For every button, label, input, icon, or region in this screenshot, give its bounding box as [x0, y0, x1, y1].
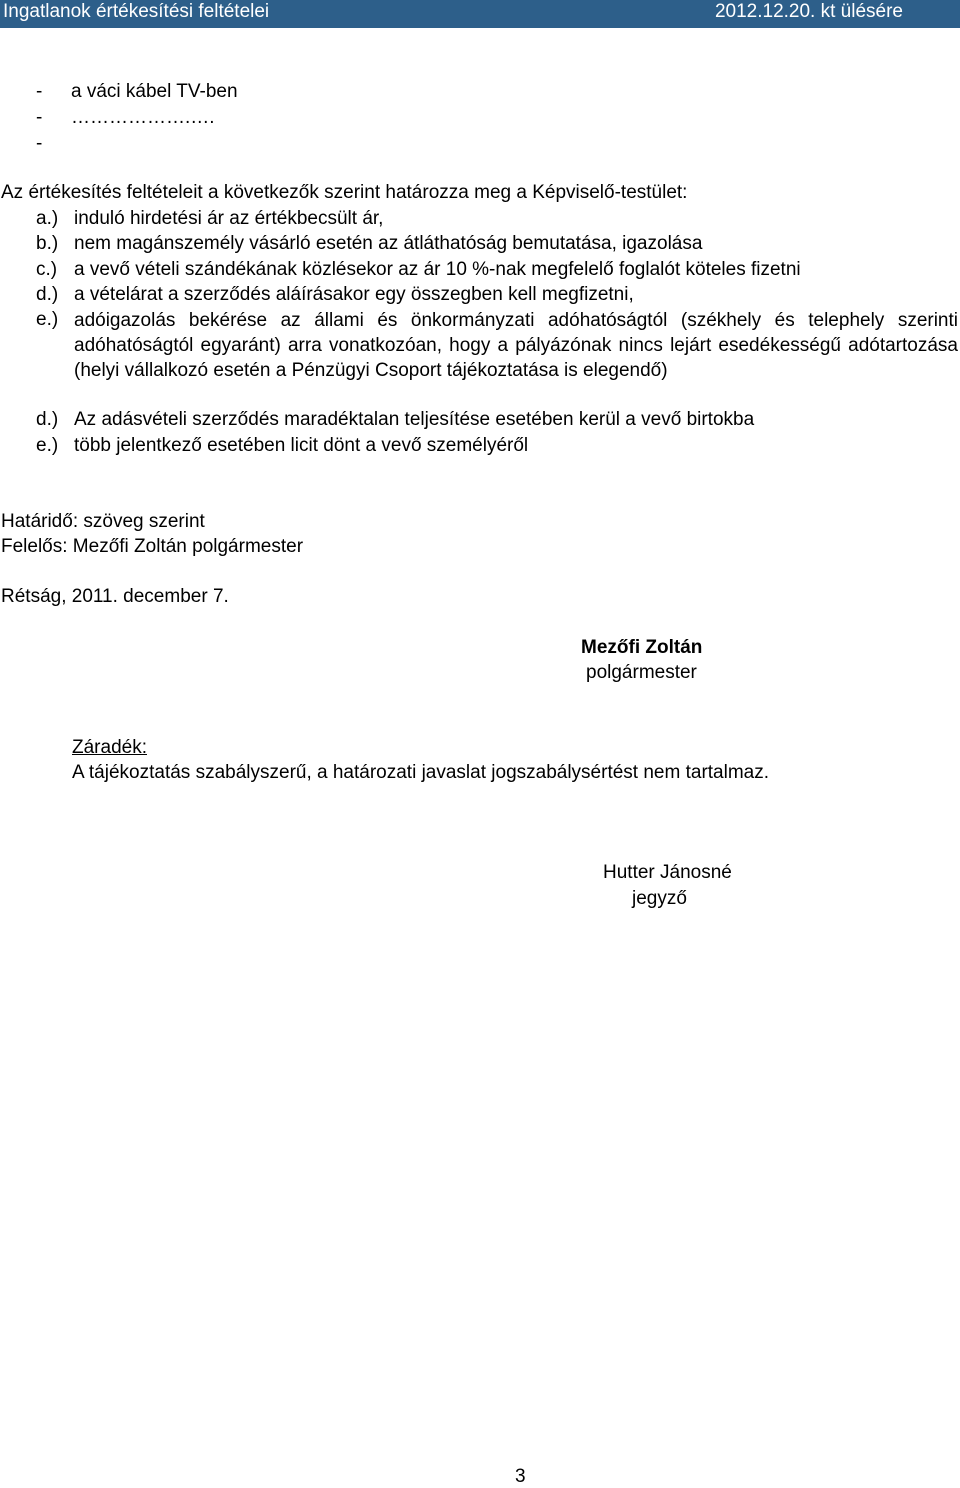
intro-text: Az értékesítés feltételeit a következők szerint határozza meg a Képviselő-testület: [1, 182, 688, 203]
condition-item: c.) a vevő vételi szándékának közlésekor az ár 10 %-nak megfelelő foglalót köteles fizetni [36, 259, 801, 280]
meeting-date: 2012.12.20. kt ülésére [714, 1, 903, 22]
page-number: 3 [515, 1466, 526, 1487]
responsible: Felelős: Mezőfi Zoltán polgármester [1, 536, 304, 557]
dash-item: - a váci kábel TV-ben [36, 81, 238, 102]
condition-item: b.) nem magánszemély vásárló esetén az átláthatóság bemutatása, igazolása [36, 233, 703, 254]
signer-name: Mezőfi Zoltán [581, 637, 703, 658]
page-header [0, 0, 960, 28]
deadline: Határidő: szöveg szerint [1, 511, 205, 532]
condition-item: e.) több jelentkező esetében licit dönt a vevő személyéről [36, 435, 529, 456]
condition-item: a.) induló hirdetési ár az értékbecsült ár, [36, 208, 384, 229]
condition-text-long: adóigazolás bekérése az állami és önkormányzati adóhatóságtól (székhely és telephely szerinti adóhatóságtól egyaránt) arra vonatkozóan, hogy a pályázónak nincs lejárt esedékességű adótartozása (helyi vállalkozó esetén a Pénzügyi Csoport tájékoztatása is elegendő) [74, 310, 958, 381]
signer-name: Hutter Jánosné [603, 862, 732, 883]
signer-title: polgármester [586, 662, 697, 683]
clause-heading: Záradék: [72, 737, 147, 758]
dash-item: - ……………….…. [36, 107, 215, 128]
signer-title: jegyző [632, 888, 687, 909]
place-date: Rétság, 2011. december 7. [1, 586, 229, 607]
condition-label: e.) [36, 309, 59, 330]
document-title: Ingatlanok értékesítési feltételei [3, 1, 270, 22]
condition-item: d.) a vételárat a szerződés aláírásakor egy összegben kell megfizetni, [36, 284, 634, 305]
dash-item: - [36, 133, 43, 154]
clause-text: A tájékoztatás szabályszerű, a határozati javaslat jogszabálysértést nem tartalmaz. [72, 762, 770, 783]
condition-item: d.) Az adásvételi szerződés maradéktalan teljesítése esetében kerül a vevő birtokba [36, 409, 755, 430]
